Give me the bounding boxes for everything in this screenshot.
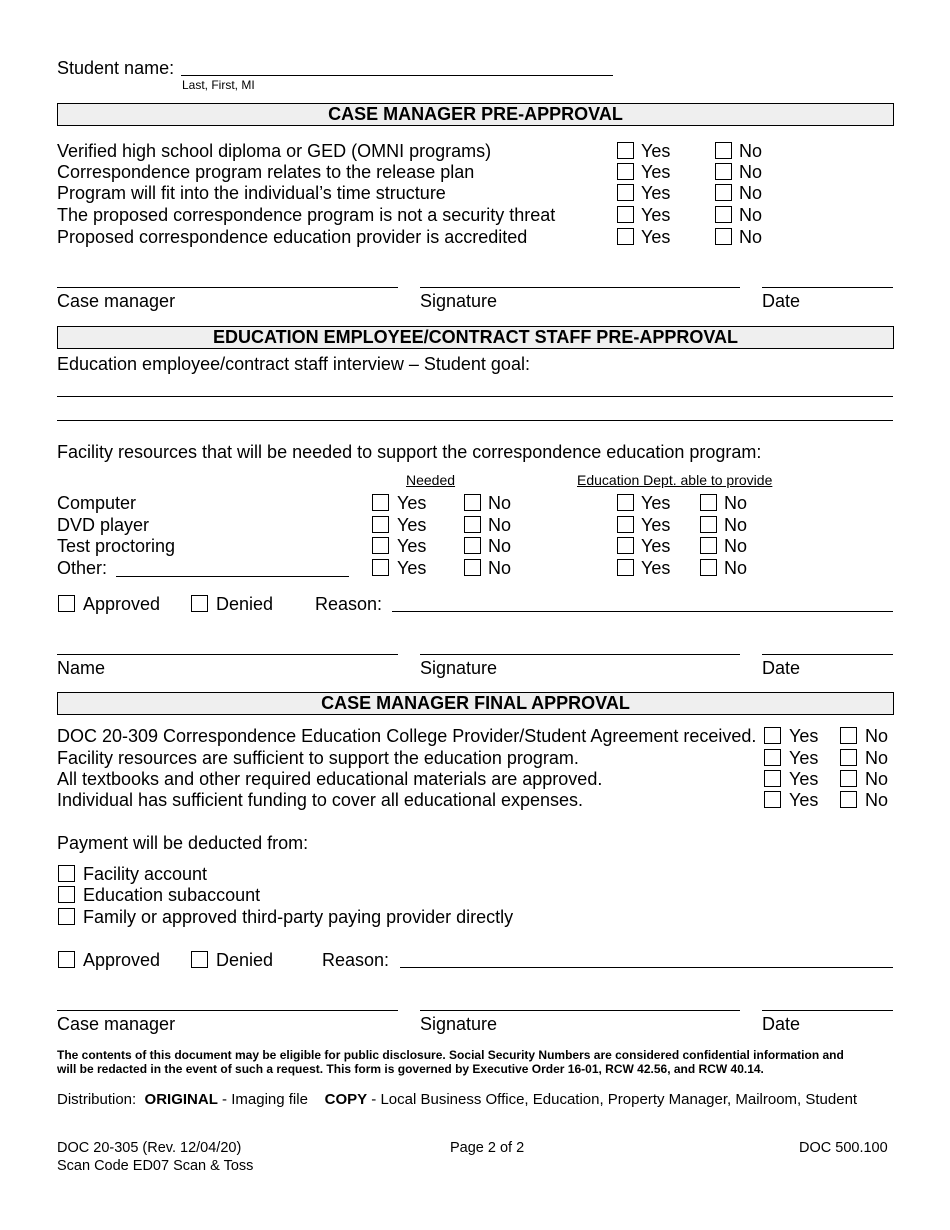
yes-label: Yes bbox=[397, 515, 427, 535]
no-checkbox[interactable] bbox=[840, 770, 857, 787]
footer-left bbox=[57, 1139, 253, 1175]
yes-checkbox[interactable] bbox=[617, 184, 634, 201]
case-manager-signature-line[interactable] bbox=[57, 287, 398, 288]
section-header-education-pre: EDUCATION EMPLOYEE/CONTRACT STAFF PRE-APPROVAL bbox=[57, 326, 894, 349]
no-label: No bbox=[488, 493, 512, 513]
student-goal-line[interactable] bbox=[57, 396, 893, 397]
disclosure-line: will be redacted in the event of such a request. This form is governed by Executive Order 16-01, RCW 42.56, and RCW 40.14. bbox=[57, 1062, 764, 1076]
no-label: No bbox=[739, 227, 763, 247]
pre-item-label: Proposed correspondence education provider is accredited bbox=[57, 227, 528, 247]
student-name-field[interactable] bbox=[181, 75, 613, 76]
payment-option-label: Facility account bbox=[83, 864, 208, 884]
approved-checkbox[interactable] bbox=[58, 951, 75, 968]
no-checkbox[interactable] bbox=[840, 727, 857, 744]
payment-option-label: Family or approved third-party paying provider directly bbox=[83, 907, 514, 927]
distribution-original: ORIGINAL bbox=[144, 1091, 218, 1108]
date-label: Date bbox=[762, 658, 801, 678]
no-label: No bbox=[724, 493, 748, 513]
date-line[interactable] bbox=[762, 1010, 893, 1011]
approved-label: Approved bbox=[83, 594, 161, 614]
no-checkbox[interactable] bbox=[715, 206, 732, 223]
name-line[interactable] bbox=[57, 654, 398, 655]
no-label: No bbox=[865, 748, 889, 768]
reason-label: Reason: bbox=[315, 594, 383, 614]
reason-line[interactable] bbox=[400, 967, 893, 968]
final-item-label: Individual has sufficient funding to cover all educational expenses. bbox=[57, 790, 584, 810]
signature-label: Signature bbox=[420, 291, 498, 311]
yes-label: Yes bbox=[789, 748, 819, 768]
pre-item-label: Correspondence program relates to the release plan bbox=[57, 162, 475, 182]
education-subaccount-checkbox[interactable] bbox=[58, 886, 75, 903]
no-label: No bbox=[488, 515, 512, 535]
dept-yes-checkbox[interactable] bbox=[617, 559, 634, 576]
resource-label: Other: bbox=[57, 558, 108, 578]
yes-label: Yes bbox=[789, 790, 819, 810]
no-label: No bbox=[488, 536, 512, 556]
payment-label: Payment will be deducted from: bbox=[57, 833, 309, 853]
pre-item-label: Verified high school diploma or GED (OMNI programs) bbox=[57, 141, 492, 161]
other-resource-line[interactable] bbox=[116, 576, 349, 577]
case-manager-label: Case manager bbox=[57, 1014, 176, 1034]
yes-checkbox[interactable] bbox=[617, 206, 634, 223]
distribution-copy: COPY bbox=[324, 1091, 368, 1108]
no-label: No bbox=[865, 769, 889, 789]
no-label: No bbox=[739, 205, 763, 225]
resource-label: Computer bbox=[57, 493, 137, 513]
dept-no-checkbox[interactable] bbox=[700, 494, 717, 511]
denied-checkbox[interactable] bbox=[191, 595, 208, 612]
dept-no-checkbox[interactable] bbox=[700, 559, 717, 576]
no-label: No bbox=[739, 141, 763, 161]
payment-option-label: Education subaccount bbox=[83, 885, 261, 905]
no-label: No bbox=[739, 183, 763, 203]
needed-yes-checkbox[interactable] bbox=[372, 559, 389, 576]
yes-label: Yes bbox=[641, 162, 671, 182]
yes-label: Yes bbox=[397, 558, 427, 578]
needed-no-checkbox[interactable] bbox=[464, 494, 481, 511]
third-party-provider-checkbox[interactable] bbox=[58, 908, 75, 925]
distribution-label: Distribution: bbox=[57, 1091, 137, 1108]
case-manager-signature-line[interactable] bbox=[57, 1010, 398, 1011]
yes-label: Yes bbox=[641, 493, 671, 513]
yes-label: Yes bbox=[641, 205, 671, 225]
scan-code: Scan Code ED07 Scan & Toss bbox=[57, 1158, 254, 1174]
denied-checkbox[interactable] bbox=[191, 951, 208, 968]
no-checkbox[interactable] bbox=[715, 228, 732, 245]
resource-label: Test proctoring bbox=[57, 536, 176, 556]
yes-label: Yes bbox=[641, 183, 671, 203]
needed-column-header: Needed bbox=[406, 472, 456, 488]
no-label: No bbox=[488, 558, 512, 578]
reason-line[interactable] bbox=[392, 611, 893, 612]
interview-label: Education employee/contract staff interview – Student goal: bbox=[57, 354, 530, 374]
yes-label: Yes bbox=[641, 141, 671, 161]
dept-no-checkbox[interactable] bbox=[700, 516, 717, 533]
no-checkbox[interactable] bbox=[840, 749, 857, 766]
facility-resources-label: Facility resources that will be needed to support the correspondence education program: bbox=[57, 442, 762, 462]
yes-label: Yes bbox=[641, 515, 671, 535]
no-checkbox[interactable] bbox=[715, 184, 732, 201]
signature-label: Signature bbox=[420, 1014, 498, 1034]
resource-label: DVD player bbox=[57, 515, 150, 535]
distribution-copy-desc: - Local Business Office, Education, Property Manager, Mailroom, Student bbox=[367, 1091, 858, 1108]
facility-account-checkbox[interactable] bbox=[58, 865, 75, 882]
yes-label: Yes bbox=[641, 558, 671, 578]
needed-no-checkbox[interactable] bbox=[464, 516, 481, 533]
dept-yes-checkbox[interactable] bbox=[617, 516, 634, 533]
student-goal-line[interactable] bbox=[57, 420, 893, 421]
no-checkbox[interactable] bbox=[840, 791, 857, 808]
date-label: Date bbox=[762, 291, 801, 311]
no-label: No bbox=[724, 536, 748, 556]
yes-checkbox[interactable] bbox=[764, 770, 781, 787]
date-line[interactable] bbox=[762, 287, 893, 288]
yes-label: Yes bbox=[397, 536, 427, 556]
dept-yes-checkbox[interactable] bbox=[617, 494, 634, 511]
final-item-label: DOC 20-309 Correspondence Education College Provider/Student Agreement received. bbox=[57, 726, 757, 746]
signature-line[interactable] bbox=[420, 1010, 740, 1011]
approved-label: Approved bbox=[83, 950, 161, 970]
pre-item-label: Program will fit into the individual’s time structure bbox=[57, 183, 446, 203]
dept-yes-checkbox[interactable] bbox=[617, 537, 634, 554]
denied-label: Denied bbox=[216, 950, 274, 970]
yes-checkbox[interactable] bbox=[617, 163, 634, 180]
disclosure-line: The contents of this document may be eligible for public disclosure. Social Security Numbers are considered confidential information and bbox=[57, 1048, 844, 1062]
reason-label: Reason: bbox=[322, 950, 390, 970]
student-name-label: Student name: bbox=[57, 58, 175, 78]
distribution-line bbox=[57, 1091, 857, 1109]
page-number: Page 2 of 2 bbox=[450, 1140, 525, 1156]
distribution-original-desc: - Imaging file bbox=[217, 1091, 308, 1108]
case-manager-label: Case manager bbox=[57, 291, 176, 311]
yes-checkbox[interactable] bbox=[764, 749, 781, 766]
section-header-case-manager-final: CASE MANAGER FINAL APPROVAL bbox=[57, 692, 894, 715]
yes-label: Yes bbox=[641, 227, 671, 247]
denied-label: Denied bbox=[216, 594, 274, 614]
signature-label: Signature bbox=[420, 658, 498, 678]
yes-label: Yes bbox=[397, 493, 427, 513]
form-id: DOC 20-305 (Rev. 12/04/20) bbox=[57, 1140, 242, 1156]
yes-checkbox[interactable] bbox=[764, 791, 781, 808]
needed-yes-checkbox[interactable] bbox=[372, 494, 389, 511]
student-name-hint: Last, First, MI bbox=[182, 78, 255, 92]
needed-yes-checkbox[interactable] bbox=[372, 537, 389, 554]
needed-yes-checkbox[interactable] bbox=[372, 516, 389, 533]
approved-checkbox[interactable] bbox=[58, 595, 75, 612]
no-label: No bbox=[739, 162, 763, 182]
yes-label: Yes bbox=[789, 726, 819, 746]
no-label: No bbox=[865, 790, 889, 810]
policy-number: DOC 500.100 bbox=[799, 1140, 888, 1156]
signature-line[interactable] bbox=[420, 654, 740, 655]
no-checkbox[interactable] bbox=[715, 163, 732, 180]
date-label: Date bbox=[762, 1014, 801, 1034]
no-label: No bbox=[724, 515, 748, 535]
needed-no-checkbox[interactable] bbox=[464, 537, 481, 554]
date-line[interactable] bbox=[762, 654, 893, 655]
signature-line[interactable] bbox=[420, 287, 740, 288]
yes-checkbox[interactable] bbox=[764, 727, 781, 744]
section-header-case-manager-pre: CASE MANAGER PRE-APPROVAL bbox=[57, 103, 894, 126]
dept-provide-column-header: Education Dept. able to provide bbox=[577, 472, 773, 488]
no-checkbox[interactable] bbox=[715, 142, 732, 159]
disclosure-notice bbox=[57, 1048, 893, 1076]
final-item-label: All textbooks and other required educational materials are approved. bbox=[57, 769, 603, 789]
needed-no-checkbox[interactable] bbox=[464, 559, 481, 576]
no-label: No bbox=[865, 726, 889, 746]
dept-no-checkbox[interactable] bbox=[700, 537, 717, 554]
name-label: Name bbox=[57, 658, 106, 678]
yes-label: Yes bbox=[641, 536, 671, 556]
final-item-label: Facility resources are sufficient to support the education program. bbox=[57, 748, 579, 768]
pre-item-label: The proposed correspondence program is not a security threat bbox=[57, 205, 556, 225]
yes-checkbox[interactable] bbox=[617, 228, 634, 245]
yes-checkbox[interactable] bbox=[617, 142, 634, 159]
no-label: No bbox=[724, 558, 748, 578]
yes-label: Yes bbox=[789, 769, 819, 789]
